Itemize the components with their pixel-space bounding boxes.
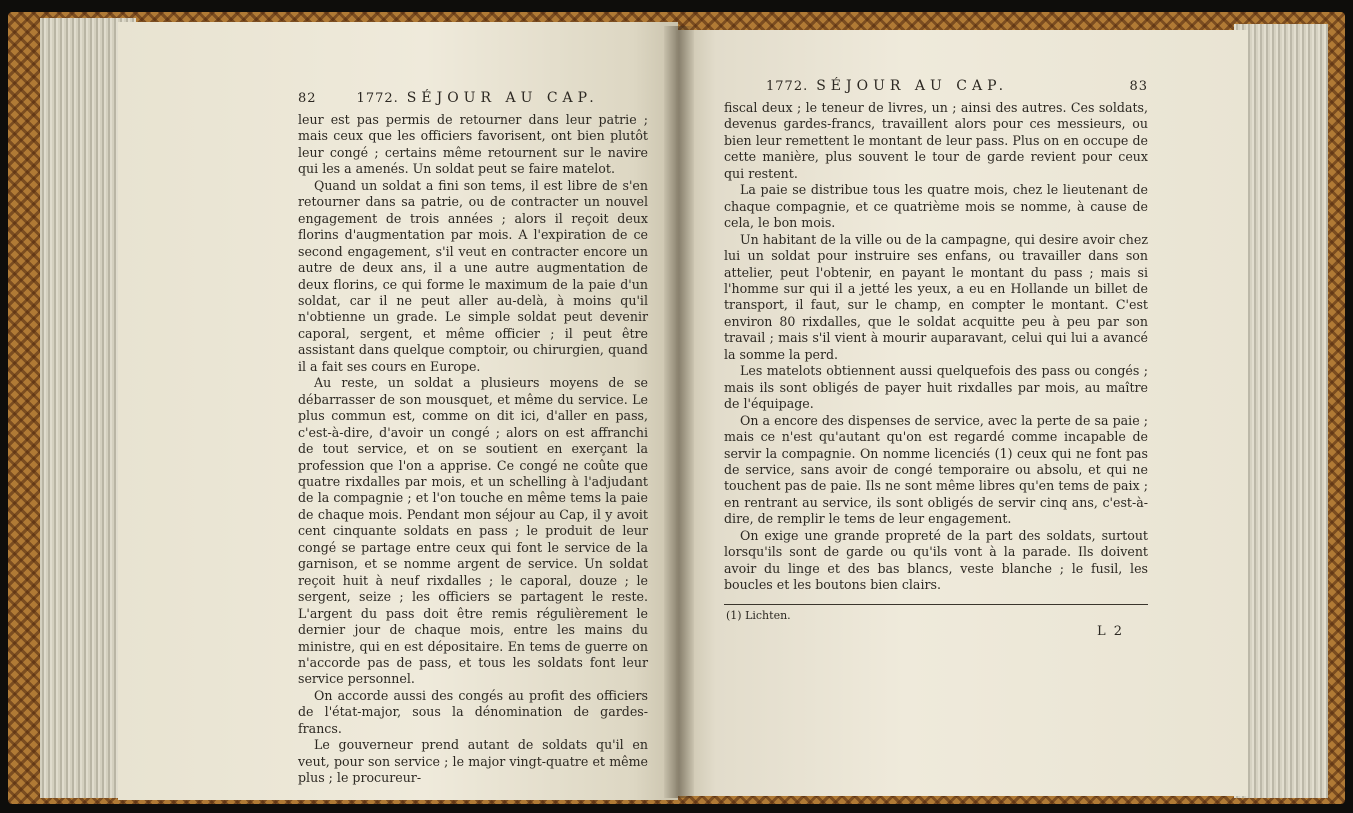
signature-mark: L 2 <box>1096 623 1124 639</box>
left-page-number: 82 <box>298 91 317 106</box>
paragraph: Les matelots obtiennent aussi quelquefois des pass ou congés ; mais ils sont obligés de payer huit rixdalles par mois, au maître de l'équipage. <box>724 363 1148 412</box>
right-running-title: SÉJOUR AU CAP. <box>816 78 1009 94</box>
left-running-title: SÉJOUR AU CAP. <box>406 90 599 106</box>
paragraph: leur est pas permis de retourner dans leur patrie ; mais ceux que les officiers favorisent, ont bien plutôt leur congé ; certains même retournent sur le navire qui les a amenés. Un soldat peut se faire matelot. <box>298 112 648 177</box>
footnote: (1) Lichten. <box>726 608 791 622</box>
left-running-head <box>298 90 648 106</box>
gutter-shadow <box>664 26 694 798</box>
paragraph: La paie se distribue tous les quatre mois, chez le lieutenant de chaque compagnie, et ce quatrième mois se nomme, à cause de cela, le bon mois. <box>724 182 1148 231</box>
right-running-head <box>724 78 1148 94</box>
page-edges-right <box>1234 24 1328 798</box>
right-page <box>676 30 1248 796</box>
right-year: 1772. <box>766 79 809 94</box>
left-page <box>118 22 678 800</box>
paragraph: On exige une grande propreté de la part des soldats, surtout lorsqu'ils sont de garde ou qu'ils vont à la parade. Ils doivent avoir du linge et des bas blancs, veste blanche ; le fusil, les boucles et les boutons bien clairs. <box>724 527 1148 593</box>
left-body-text <box>298 112 648 787</box>
paragraph: On a encore des dispenses de service, avec la perte de sa paie ; mais ce n'est qu'autant qu'on est regardé comme incapable de servir la compagnie. On nomme licenciés (1) ceux qui ne font pas de service, sans avoir de congé temporaire ou absolu, et qui ne touchent pas de paie. Ils ne sont même libres qu'en tems de paix ; en rentrant au service, ils sont obligés de servir cinq ans, c'est-à-dire, de remplir le tems de leur engagement. <box>724 412 1148 527</box>
left-year: 1772. <box>356 91 399 106</box>
right-body-text <box>724 100 1148 594</box>
paragraph: Le gouverneur prend autant de soldats qu'il en veut, pour son service ; le major vingt-quatre et même plus ; le procureur- <box>298 737 648 786</box>
paragraph: Un habitant de la ville ou de la campagne, qui desire avoir chez lui un soldat pour instruire ses enfans, ou travailler dans son attelier, peut l'obtenir, en payant le montant du pass ; mais si l'homme sur qui il a jetté les yeux, a eu en Hollande un billet de transport, il faut, sur le champ, en compter le montant. C'est environ 80 rixdalles, que le soldat acquitte peu à peu par son travail ; mais s'il vient à mourir auparavant, celui qui lui a avancé la somme la perd. <box>724 231 1148 362</box>
paragraph: fiscal deux ; le teneur de livres, un ; ainsi des autres. Ces soldats, devenus gardes-francs, travaillent alors pour ces messieurs, ou bien leur remettent le montant de leur pass. Plus on en occupe de cette manière, plus souvent le tour de garde revient pour ceux qui restent. <box>724 100 1148 181</box>
paragraph: Quand un soldat a fini son tems, il est libre de s'en retourner dans sa patrie, ou de contracter un nouvel engagement de trois années ; alors il reçoit deux florins d'augmentation par mois. A l'expiration de ce second engagement, s'il veut en contracter encore un autre de deux ans, il a une autre augmentation de deux florins, ce qui forme le maximum de la paie d'un soldat, car il ne peut aller au-delà, à moins qu'il n'obtienne un grade. Le simple soldat peut devenir caporal, sergent, et même officier ; il peut être assistant dans quelque comptoir, ou chirurgien, quand il a fait ses cours en Europe. <box>298 177 648 374</box>
paragraph: On accorde aussi des congés au profit des officiers de l'état-major, sous la dénomination de gardes-francs. <box>298 687 648 736</box>
paragraph: Au reste, un soldat a plusieurs moyens de se débarrasser de son mousquet, et même du service. Le plus commun est, comme on dit ici, d'aller en pass, c'est-à-dire, d'avoir un congé ; alors on est affranchi de tout service, et on se soutient en exerçant la profession que l'on a apprise. Ce congé ne coûte que quatre rixdalles par mois, et un schelling à l'adjudant de la compagnie ; et l'on touche en même tems la paie de chaque mois. Pendant mon séjour au Cap, il y avoit cent cinquante soldats en pass ; le produit de leur congé se partage entre ceux qui font le service de la garnison, et se nomme argent de service. Un soldat reçoit huit à neuf rixdalles ; le caporal, douze ; le sergent, seize ; les officiers se partagent le reste. L'argent du pass doit être remis régulièrement le dernier jour de chaque mois, entre les mains du ministre, qui en est dépositaire. En tems de guerre on n'accorde pas de pass, et tous les soldats font leur service personnel. <box>298 375 648 687</box>
footnote-rule <box>724 604 1148 605</box>
right-page-number: 83 <box>1129 79 1148 94</box>
